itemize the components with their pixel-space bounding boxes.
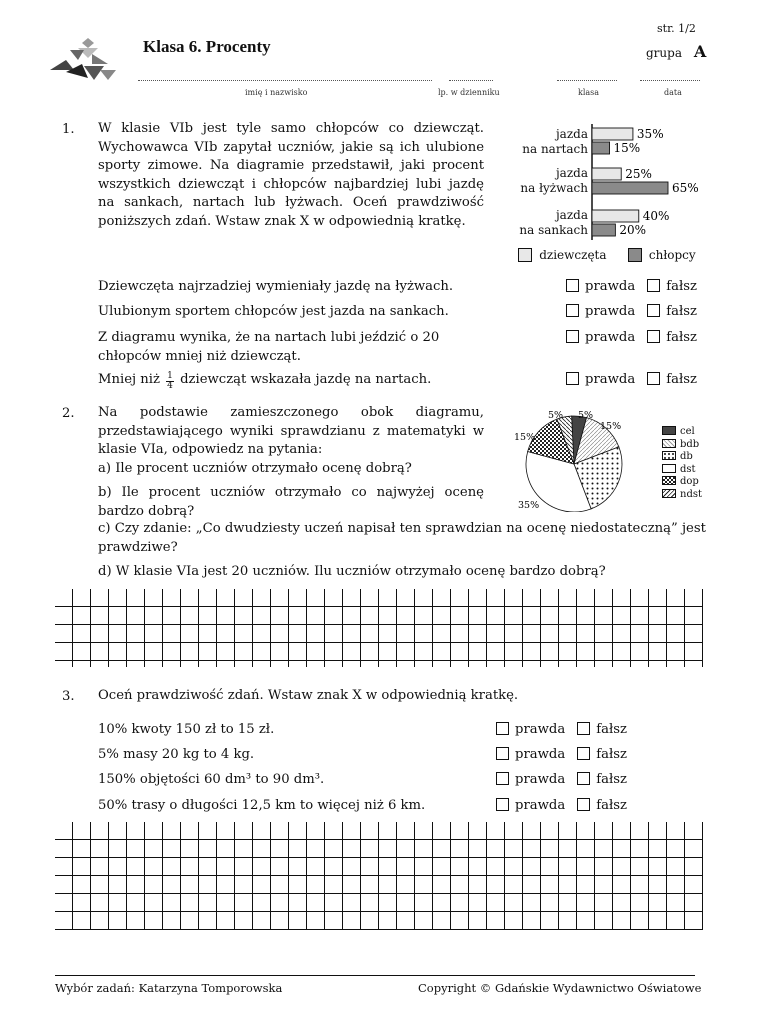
q1-text: W klasie VIb jest tyle samo chłopców co dziewcząt. Wychowawca VIb zapytał uczniów, jakie są ich ulubione sporty zimowe. Na diagramie przedstawił, jaki procent wszystkich dziewcząt i chłopców najbardziej lubi jazdę na sankach, nartach lub łyżwach. Oceń prawdziwość poniższych zdań. Wstaw znak X w odpowiednią kratkę. (98, 121, 484, 229)
pie-legend-swatch (662, 451, 676, 460)
true-label: prawda (585, 372, 636, 387)
false-label: fałsz (666, 279, 697, 294)
pie-label: 15% (514, 432, 536, 443)
pie-legend-swatch (662, 426, 676, 435)
true-label: prawda (515, 722, 566, 737)
legend-label-girls: dziewczęta (539, 248, 607, 262)
legend-label-boys: chłopcy (648, 248, 696, 262)
answer-grid-2[interactable] (55, 822, 703, 930)
pie-legend-label: db (680, 451, 693, 462)
false-checkbox[interactable] (647, 372, 660, 385)
false-checkbox[interactable] (647, 304, 660, 317)
bar-category-label: jazda (555, 166, 588, 180)
pie-legend-item (662, 451, 702, 464)
legend-swatch-boys (628, 248, 642, 262)
bar-value-label: 35% (636, 127, 664, 141)
q3-answer-row-4 (496, 798, 627, 813)
true-checkbox[interactable] (496, 772, 509, 785)
bar-category-label: na nartach (522, 142, 588, 156)
q1-number: 1. (62, 122, 75, 137)
false-checkbox[interactable] (647, 279, 660, 292)
name-field-label: imię i nazwisko (245, 88, 308, 97)
q2-number: 2. (62, 406, 75, 421)
group-value: A (693, 42, 707, 61)
true-checkbox[interactable] (566, 304, 579, 317)
q1-statement-4-end: dziewcząt wskazała jazdę na nartach. (180, 372, 432, 387)
answer-grid-1[interactable] (55, 589, 703, 667)
false-checkbox[interactable] (577, 722, 590, 735)
pie-legend-item (662, 426, 702, 439)
q2-question-c: c) Czy zdanie: „Co dwudziesty uczeń napisał ten sprawdzian na ocenę niedostateczną” jest prawdziwe? (98, 521, 706, 555)
q3-answer-row-1 (496, 722, 627, 737)
false-label: fałsz (596, 747, 627, 762)
q1-statement-1: Dziewczęta najrzadziej wymieniały jazdę na łyżwach. (98, 279, 454, 294)
true-label: prawda (585, 330, 636, 345)
pie-label: 35% (518, 500, 540, 511)
pie-legend-label: dst (680, 463, 696, 475)
footer-divider (55, 975, 695, 976)
pie-legend-item (662, 476, 702, 489)
true-checkbox[interactable] (566, 330, 579, 343)
true-label: prawda (585, 304, 636, 319)
q3-statement-4: 50% trasy o długości 12,5 km to więcej niż 6 km. (98, 798, 426, 813)
pie-legend-label: bdb (680, 438, 700, 450)
q3-statement-3: 150% objętości 60 dm³ to 90 dm³. (98, 772, 325, 787)
q3-statement-1: 10% kwoty 150 zł to 15 zł. (98, 722, 275, 737)
class-field[interactable] (557, 80, 617, 81)
true-checkbox[interactable] (496, 747, 509, 760)
q1-statement-2: Ulubionym sportem chłopców jest jazda na sankach. (98, 304, 449, 319)
bar-girls (592, 210, 639, 222)
false-label: fałsz (596, 772, 627, 787)
q1-answer-row-3 (566, 330, 697, 345)
q1-statement-3: Z diagramu wynika, że na nartach lubi jeździć o 20 chłopców mniej niż dziewcząt. (98, 330, 440, 364)
bar-boys (592, 182, 668, 194)
false-label: fałsz (666, 330, 697, 345)
number-field-label: lp. w dzienniku (438, 88, 500, 97)
tangram-logo-icon (48, 34, 118, 86)
q2-pie-chart (510, 406, 706, 512)
q1-answer-row-4 (566, 372, 697, 387)
true-label: prawda (515, 798, 566, 813)
q2-question-b: b) Ile procent uczniów otrzymało co najwyżej ocenę bardzo dobrą? (98, 485, 484, 519)
legend-swatch-girls (518, 248, 532, 262)
bar-category-label: na łyżwach (520, 181, 588, 195)
false-label: fałsz (596, 798, 627, 813)
pie-legend-item (662, 489, 702, 502)
pie-label: 15% (600, 421, 622, 432)
bar-plot-area (590, 124, 710, 242)
q1-answer-row-1 (566, 279, 697, 294)
bar-girls (592, 168, 621, 180)
q1-statement-4 (98, 371, 538, 391)
true-checkbox[interactable] (566, 372, 579, 385)
pie-legend-swatch (662, 476, 676, 485)
false-checkbox[interactable] (577, 798, 590, 811)
page-number: str. 1/2 (657, 22, 696, 35)
q2-question-d: d) W klasie VIa jest 20 uczniów. Ilu uczniów otrzymało ocenę bardzo dobrą? (98, 564, 606, 579)
false-checkbox[interactable] (577, 747, 590, 760)
q3-number: 3. (62, 689, 75, 704)
date-field-label: data (664, 88, 682, 97)
q3-answer-row-3 (496, 772, 627, 787)
footer-author: Wybór zadań: Katarzyna Tomporowska (55, 981, 283, 995)
logo (48, 34, 118, 86)
pie-legend (662, 426, 702, 501)
number-field[interactable] (449, 80, 493, 81)
q2-question-a: a) Ile procent uczniów otrzymało ocenę dobrą? (98, 461, 412, 476)
pie-legend-swatch (662, 439, 676, 448)
bar-value-label: 65% (672, 181, 699, 195)
pie-legend-label: dop (680, 476, 699, 487)
bar-value-label: 15% (613, 141, 641, 155)
pie-label: 5% (578, 410, 594, 421)
fraction (166, 372, 174, 391)
pie-legend-item (662, 439, 702, 452)
true-label: prawda (515, 747, 566, 762)
true-label: prawda (585, 279, 636, 294)
true-label: prawda (515, 772, 566, 787)
date-field[interactable] (640, 80, 700, 81)
q3-statement-2: 5% masy 20 kg to 4 kg. (98, 747, 255, 762)
true-checkbox[interactable] (566, 279, 579, 292)
true-checkbox[interactable] (496, 722, 509, 735)
group-label: grupa (646, 46, 682, 60)
bar-value-label: 20% (619, 223, 647, 237)
footer-copyright: Copyright © Gdańskie Wydawnictwo Oświatowe (418, 981, 702, 995)
name-field[interactable] (138, 80, 432, 81)
false-label: fałsz (596, 722, 627, 737)
pie-legend-swatch (662, 464, 676, 473)
q1-statement-4-start: Mniej niż (98, 372, 160, 387)
q3-text: Oceń prawdziwość zdań. Wstaw znak X w odpowiednią kratkę. (98, 688, 519, 703)
pie-legend-item (662, 464, 702, 477)
bar-value-label: 25% (625, 167, 652, 181)
bar-category-label: jazda (555, 208, 588, 222)
bar-boys (592, 224, 615, 236)
fraction-numerator: 1 (167, 371, 173, 381)
pie-label: 5% (548, 410, 564, 421)
pie-legend-swatch (662, 489, 676, 498)
false-checkbox[interactable] (577, 772, 590, 785)
false-checkbox[interactable] (647, 330, 660, 343)
page-title: Klasa 6. Procenty (143, 37, 271, 56)
fraction-denominator: 4 (167, 381, 173, 391)
bar-category-label: jazda (555, 127, 588, 141)
q1-bar-chart (510, 124, 710, 274)
pie-legend-label: ndst (680, 488, 702, 500)
class-field-label: klasa (578, 88, 600, 97)
bar-category-label: na sankach (519, 223, 588, 237)
false-label: fałsz (666, 372, 697, 387)
pie-legend-label: cel (680, 426, 695, 437)
q1-answer-row-2 (566, 304, 697, 319)
false-label: fałsz (666, 304, 697, 319)
bar-girls (592, 128, 633, 140)
q2-text: Na podstawie zamieszczonego obok diagramu, przedstawiającego wyniki sprawdzianu z matematyki w klasie VIa, odpowiedz na pytania: (98, 405, 484, 457)
true-checkbox[interactable] (496, 798, 509, 811)
q3-answer-row-2 (496, 747, 627, 762)
bar-boys (592, 142, 610, 154)
bar-value-label: 40% (642, 209, 670, 223)
